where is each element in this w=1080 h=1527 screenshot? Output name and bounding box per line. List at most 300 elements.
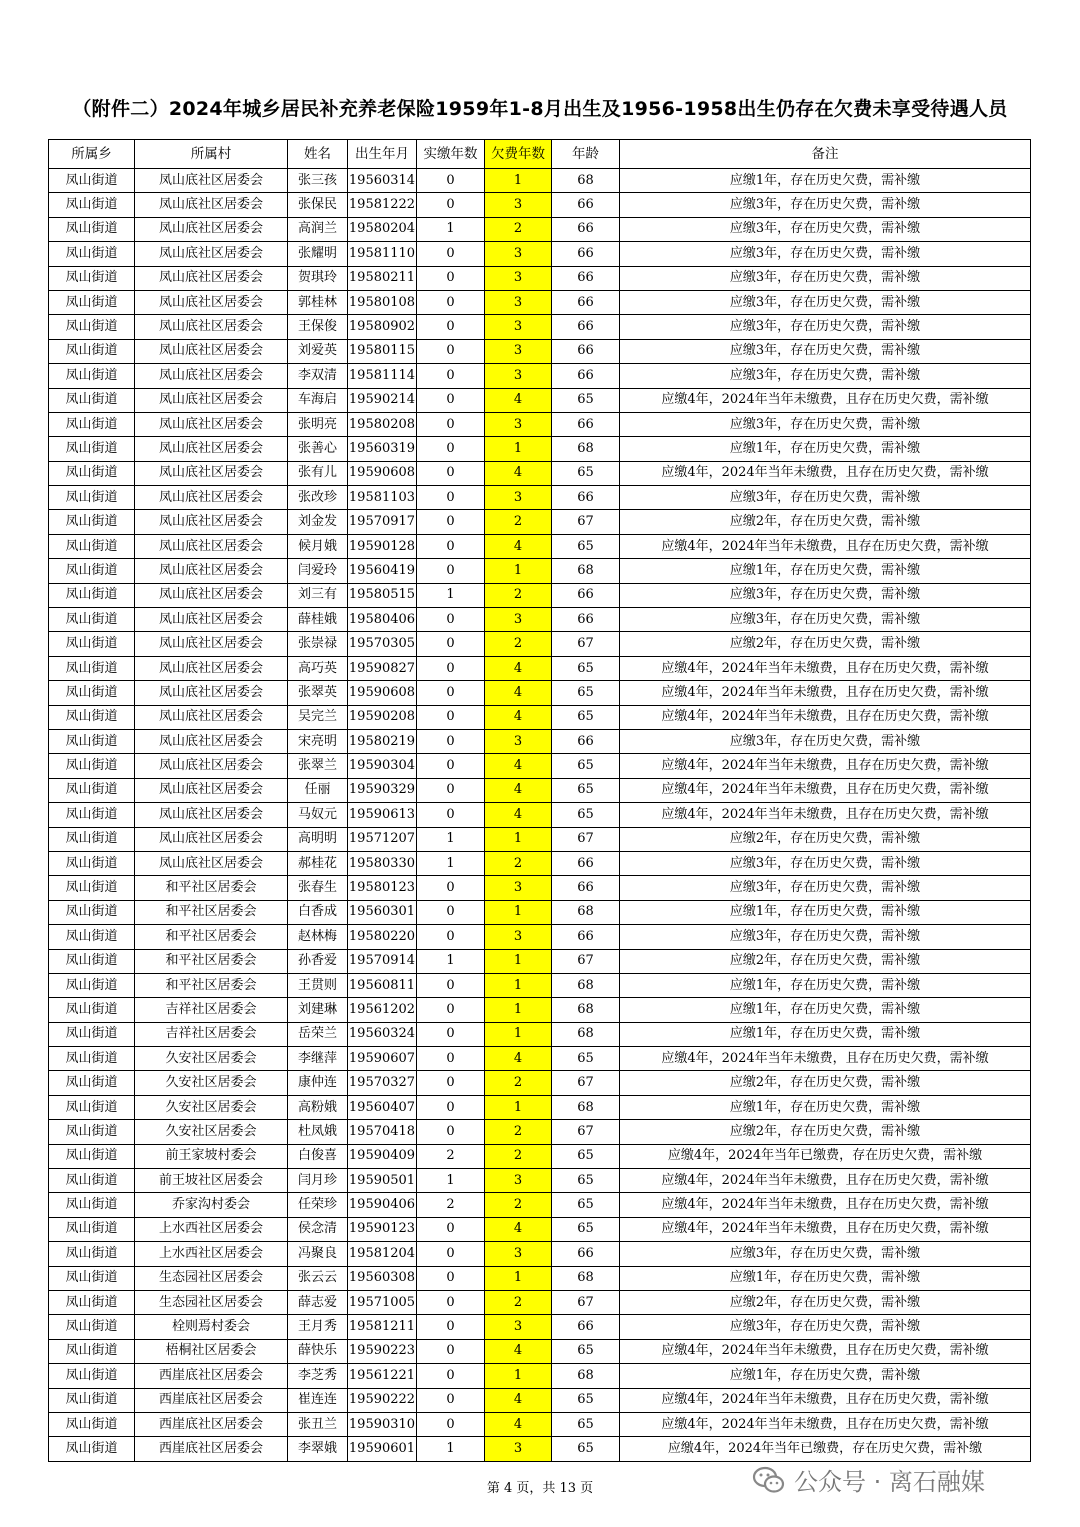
cell-birth-date: 19560301 bbox=[348, 900, 417, 924]
cell-birth-date: 19581110 bbox=[348, 242, 417, 266]
header-name: 姓名 bbox=[288, 140, 348, 169]
cell-birth-date: 19580123 bbox=[348, 876, 417, 900]
cell-remarks: 应缴4年，2024年当年未缴费，且存在历史欠费，需补缴 bbox=[620, 1193, 1031, 1217]
cell-age: 67 bbox=[552, 949, 620, 973]
cell-birth-date: 19590329 bbox=[348, 778, 417, 802]
cell-name: 张丑兰 bbox=[288, 1412, 348, 1436]
cell-remarks: 应缴1年，存在历史欠费，需补缴 bbox=[620, 169, 1031, 193]
cell-paid-years: 1 bbox=[417, 583, 485, 607]
cell-township: 凤山街道 bbox=[49, 1169, 135, 1193]
cell-remarks: 应缴3年，存在历史欠费，需补缴 bbox=[620, 876, 1031, 900]
cell-remarks: 应缴4年，2024年当年未缴费，且存在历史欠费，需补缴 bbox=[620, 754, 1031, 778]
cell-village: 西崖底社区居委会 bbox=[135, 1388, 288, 1412]
table-row bbox=[49, 778, 1031, 802]
cell-remarks: 应缴3年，存在历史欠费，需补缴 bbox=[620, 1315, 1031, 1339]
cell-name: 李双清 bbox=[288, 364, 348, 388]
header-birth-date: 出生年月 bbox=[348, 140, 417, 169]
table-row bbox=[49, 486, 1031, 510]
cell-birth-date: 19570305 bbox=[348, 632, 417, 656]
cell-township: 凤山街道 bbox=[49, 1047, 135, 1071]
cell-paid-years: 0 bbox=[417, 705, 485, 729]
cell-age: 66 bbox=[552, 339, 620, 363]
cell-village: 久安社区居委会 bbox=[135, 1047, 288, 1071]
cell-paid-years: 0 bbox=[417, 412, 485, 436]
cell-township: 凤山街道 bbox=[49, 510, 135, 534]
header-village: 所属村 bbox=[135, 140, 288, 169]
cell-paid-years: 1 bbox=[417, 827, 485, 851]
cell-owed-years: 3 bbox=[485, 364, 552, 388]
cell-township: 凤山街道 bbox=[49, 998, 135, 1022]
cell-age: 65 bbox=[552, 1437, 620, 1461]
table-row bbox=[49, 339, 1031, 363]
cell-township: 凤山街道 bbox=[49, 461, 135, 485]
cell-village: 乔家沟村委会 bbox=[135, 1193, 288, 1217]
cell-birth-date: 19590128 bbox=[348, 534, 417, 558]
cell-age: 68 bbox=[552, 1022, 620, 1046]
cell-owed-years: 3 bbox=[485, 925, 552, 949]
cell-remarks: 应缴1年，存在历史欠费，需补缴 bbox=[620, 1364, 1031, 1388]
cell-owed-years: 3 bbox=[485, 266, 552, 290]
cell-owed-years: 4 bbox=[485, 754, 552, 778]
cell-village: 凤山底社区居委会 bbox=[135, 290, 288, 314]
cell-owed-years: 2 bbox=[485, 583, 552, 607]
cell-paid-years: 1 bbox=[417, 1437, 485, 1461]
table-row bbox=[49, 169, 1031, 193]
cell-name: 刘建琳 bbox=[288, 998, 348, 1022]
cell-name: 薛快乐 bbox=[288, 1339, 348, 1363]
cell-paid-years: 0 bbox=[417, 534, 485, 558]
cell-remarks: 应缴4年，2024年当年未缴费，且存在历史欠费，需补缴 bbox=[620, 1169, 1031, 1193]
cell-age: 68 bbox=[552, 559, 620, 583]
cell-owed-years: 4 bbox=[485, 1217, 552, 1241]
cell-age: 66 bbox=[552, 364, 620, 388]
cell-birth-date: 19580219 bbox=[348, 729, 417, 753]
cell-birth-date: 19581211 bbox=[348, 1315, 417, 1339]
table-row bbox=[49, 803, 1031, 827]
table-row bbox=[49, 412, 1031, 436]
cell-owed-years: 4 bbox=[485, 803, 552, 827]
cell-birth-date: 19590208 bbox=[348, 705, 417, 729]
cell-village: 西崖底社区居委会 bbox=[135, 1364, 288, 1388]
cell-owed-years: 3 bbox=[485, 876, 552, 900]
table-row bbox=[49, 1047, 1031, 1071]
table-row bbox=[49, 1120, 1031, 1144]
cell-village: 凤山底社区居委会 bbox=[135, 705, 288, 729]
cell-age: 65 bbox=[552, 1047, 620, 1071]
cell-age: 66 bbox=[552, 217, 620, 241]
watermark-text: 公众号 · 离石融媒 bbox=[794, 1468, 985, 1496]
table-row bbox=[49, 876, 1031, 900]
cell-name: 薛桂娥 bbox=[288, 608, 348, 632]
cell-owed-years: 4 bbox=[485, 534, 552, 558]
cell-village: 凤山底社区居委会 bbox=[135, 339, 288, 363]
cell-township: 凤山街道 bbox=[49, 949, 135, 973]
cell-age: 66 bbox=[552, 242, 620, 266]
cell-age: 67 bbox=[552, 827, 620, 851]
cell-township: 凤山街道 bbox=[49, 1437, 135, 1461]
cell-township: 凤山街道 bbox=[49, 754, 135, 778]
cell-name: 王月秀 bbox=[288, 1315, 348, 1339]
cell-owed-years: 3 bbox=[485, 315, 552, 339]
cell-paid-years: 0 bbox=[417, 1242, 485, 1266]
cell-age: 66 bbox=[552, 1315, 620, 1339]
cell-remarks: 应缴4年，2024年当年未缴费，且存在历史欠费，需补缴 bbox=[620, 388, 1031, 412]
cell-village: 凤山底社区居委会 bbox=[135, 364, 288, 388]
cell-age: 65 bbox=[552, 1144, 620, 1168]
cell-remarks: 应缴3年，存在历史欠费，需补缴 bbox=[620, 412, 1031, 436]
cell-owed-years: 3 bbox=[485, 1315, 552, 1339]
cell-name: 白俊喜 bbox=[288, 1144, 348, 1168]
cell-township: 凤山街道 bbox=[49, 1144, 135, 1168]
cell-paid-years: 1 bbox=[417, 949, 485, 973]
cell-owed-years: 4 bbox=[485, 461, 552, 485]
table-row bbox=[49, 754, 1031, 778]
cell-name: 张翠兰 bbox=[288, 754, 348, 778]
cell-birth-date: 19571005 bbox=[348, 1290, 417, 1314]
cell-paid-years: 0 bbox=[417, 925, 485, 949]
cell-village: 生态园社区居委会 bbox=[135, 1290, 288, 1314]
cell-birth-date: 19590501 bbox=[348, 1169, 417, 1193]
cell-age: 66 bbox=[552, 290, 620, 314]
cell-paid-years: 1 bbox=[417, 1169, 485, 1193]
cell-remarks: 应缴1年，存在历史欠费，需补缴 bbox=[620, 900, 1031, 924]
cell-remarks: 应缴4年，2024年当年未缴费，且存在历史欠费，需补缴 bbox=[620, 803, 1031, 827]
cell-birth-date: 19560314 bbox=[348, 169, 417, 193]
cell-birth-date: 19570917 bbox=[348, 510, 417, 534]
cell-paid-years: 0 bbox=[417, 510, 485, 534]
cell-age: 66 bbox=[552, 583, 620, 607]
cell-age: 66 bbox=[552, 412, 620, 436]
cell-age: 65 bbox=[552, 754, 620, 778]
cell-age: 68 bbox=[552, 900, 620, 924]
cell-remarks: 应缴4年，2024年当年已缴费，存在历史欠费，需补缴 bbox=[620, 1437, 1031, 1461]
cell-remarks: 应缴2年，存在历史欠费，需补缴 bbox=[620, 1071, 1031, 1095]
cell-age: 65 bbox=[552, 803, 620, 827]
cell-township: 凤山街道 bbox=[49, 851, 135, 875]
cell-village: 上水西社区居委会 bbox=[135, 1242, 288, 1266]
cell-name: 李芝秀 bbox=[288, 1364, 348, 1388]
cell-birth-date: 19560319 bbox=[348, 437, 417, 461]
table-row bbox=[49, 1071, 1031, 1095]
table-row bbox=[49, 1266, 1031, 1290]
cell-birth-date: 19581114 bbox=[348, 364, 417, 388]
data-table bbox=[48, 139, 1031, 1462]
cell-owed-years: 1 bbox=[485, 1095, 552, 1119]
cell-village: 凤山底社区居委会 bbox=[135, 217, 288, 241]
cell-age: 65 bbox=[552, 534, 620, 558]
cell-owed-years: 3 bbox=[485, 412, 552, 436]
cell-township: 凤山街道 bbox=[49, 437, 135, 461]
cell-remarks: 应缴3年，存在历史欠费，需补缴 bbox=[620, 217, 1031, 241]
cell-remarks: 应缴2年，存在历史欠费，需补缴 bbox=[620, 949, 1031, 973]
table-row bbox=[49, 559, 1031, 583]
header-age: 年龄 bbox=[552, 140, 620, 169]
cell-village: 前王坡社区居委会 bbox=[135, 1169, 288, 1193]
cell-remarks: 应缴4年，2024年当年未缴费，且存在历史欠费，需补缴 bbox=[620, 1412, 1031, 1436]
cell-paid-years: 0 bbox=[417, 1217, 485, 1241]
cell-birth-date: 19580406 bbox=[348, 608, 417, 632]
cell-village: 凤山底社区居委会 bbox=[135, 608, 288, 632]
cell-name: 高粉娥 bbox=[288, 1095, 348, 1119]
table-row bbox=[49, 925, 1031, 949]
cell-township: 凤山街道 bbox=[49, 1364, 135, 1388]
cell-birth-date: 19581103 bbox=[348, 486, 417, 510]
cell-remarks: 应缴3年，存在历史欠费，需补缴 bbox=[620, 364, 1031, 388]
cell-remarks: 应缴3年，存在历史欠费，需补缴 bbox=[620, 925, 1031, 949]
cell-township: 凤山街道 bbox=[49, 583, 135, 607]
cell-township: 凤山街道 bbox=[49, 193, 135, 217]
cell-township: 凤山街道 bbox=[49, 1022, 135, 1046]
cell-birth-date: 19590607 bbox=[348, 1047, 417, 1071]
cell-birth-date: 19581204 bbox=[348, 1242, 417, 1266]
cell-paid-years: 0 bbox=[417, 266, 485, 290]
cell-village: 凤山底社区居委会 bbox=[135, 559, 288, 583]
cell-remarks: 应缴2年，存在历史欠费，需补缴 bbox=[620, 827, 1031, 851]
cell-village: 栓则焉村委会 bbox=[135, 1315, 288, 1339]
cell-remarks: 应缴4年，2024年当年未缴费，且存在历史欠费，需补缴 bbox=[620, 534, 1031, 558]
table-row bbox=[49, 290, 1031, 314]
cell-owed-years: 3 bbox=[485, 290, 552, 314]
cell-paid-years: 0 bbox=[417, 1266, 485, 1290]
cell-township: 凤山街道 bbox=[49, 290, 135, 314]
cell-village: 和平社区居委会 bbox=[135, 949, 288, 973]
table-row bbox=[49, 534, 1031, 558]
cell-township: 凤山街道 bbox=[49, 608, 135, 632]
cell-village: 和平社区居委会 bbox=[135, 925, 288, 949]
cell-owed-years: 1 bbox=[485, 1364, 552, 1388]
table-body bbox=[49, 169, 1031, 1462]
header-owed-years: 欠费年数 bbox=[485, 140, 552, 169]
cell-name: 张三孩 bbox=[288, 169, 348, 193]
cell-township: 凤山街道 bbox=[49, 266, 135, 290]
cell-village: 凤山底社区居委会 bbox=[135, 851, 288, 875]
cell-birth-date: 19590613 bbox=[348, 803, 417, 827]
cell-age: 66 bbox=[552, 851, 620, 875]
cell-village: 凤山底社区居委会 bbox=[135, 486, 288, 510]
cell-owed-years: 4 bbox=[485, 1047, 552, 1071]
cell-paid-years: 0 bbox=[417, 632, 485, 656]
cell-township: 凤山街道 bbox=[49, 388, 135, 412]
cell-village: 凤山底社区居委会 bbox=[135, 266, 288, 290]
table-row bbox=[49, 388, 1031, 412]
cell-age: 67 bbox=[552, 1120, 620, 1144]
table-row bbox=[49, 681, 1031, 705]
cell-name: 张善心 bbox=[288, 437, 348, 461]
page-title: （附件二）2024年城乡居民补充养老保险1959年1-8月出生及1956-1958出生仍存在欠费未享受待遇人员 bbox=[72, 98, 1008, 120]
cell-name: 张耀明 bbox=[288, 242, 348, 266]
cell-birth-date: 19570327 bbox=[348, 1071, 417, 1095]
cell-age: 67 bbox=[552, 632, 620, 656]
cell-township: 凤山街道 bbox=[49, 778, 135, 802]
cell-village: 久安社区居委会 bbox=[135, 1095, 288, 1119]
cell-remarks: 应缴1年，存在历史欠费，需补缴 bbox=[620, 1266, 1031, 1290]
table-row bbox=[49, 1193, 1031, 1217]
cell-name: 刘金发 bbox=[288, 510, 348, 534]
cell-name: 王保俊 bbox=[288, 315, 348, 339]
table-row bbox=[49, 583, 1031, 607]
cell-birth-date: 19580115 bbox=[348, 339, 417, 363]
table-row bbox=[49, 973, 1031, 997]
cell-birth-date: 19560811 bbox=[348, 973, 417, 997]
cell-owed-years: 4 bbox=[485, 681, 552, 705]
cell-township: 凤山街道 bbox=[49, 1095, 135, 1119]
table-row bbox=[49, 1290, 1031, 1314]
cell-owed-years: 2 bbox=[485, 1120, 552, 1144]
cell-age: 65 bbox=[552, 1339, 620, 1363]
cell-paid-years: 2 bbox=[417, 1144, 485, 1168]
table-row bbox=[49, 656, 1031, 680]
cell-age: 68 bbox=[552, 973, 620, 997]
cell-name: 郭桂林 bbox=[288, 290, 348, 314]
cell-paid-years: 0 bbox=[417, 1364, 485, 1388]
cell-paid-years: 0 bbox=[417, 1315, 485, 1339]
cell-owed-years: 1 bbox=[485, 169, 552, 193]
cell-name: 高巧英 bbox=[288, 656, 348, 680]
cell-township: 凤山街道 bbox=[49, 803, 135, 827]
cell-remarks: 应缴4年，2024年当年已缴费，存在历史欠费，需补缴 bbox=[620, 1144, 1031, 1168]
cell-name: 康仲连 bbox=[288, 1071, 348, 1095]
cell-village: 凤山底社区居委会 bbox=[135, 437, 288, 461]
cell-remarks: 应缴3年，存在历史欠费，需补缴 bbox=[620, 583, 1031, 607]
table-row bbox=[49, 1437, 1031, 1461]
cell-township: 凤山街道 bbox=[49, 973, 135, 997]
cell-paid-years: 0 bbox=[417, 973, 485, 997]
table-row bbox=[49, 1315, 1031, 1339]
cell-remarks: 应缴4年，2024年当年未缴费，且存在历史欠费，需补缴 bbox=[620, 1339, 1031, 1363]
cell-village: 久安社区居委会 bbox=[135, 1120, 288, 1144]
cell-remarks: 应缴3年，存在历史欠费，需补缴 bbox=[620, 266, 1031, 290]
cell-age: 65 bbox=[552, 705, 620, 729]
cell-village: 凤山底社区居委会 bbox=[135, 754, 288, 778]
cell-paid-years: 0 bbox=[417, 1290, 485, 1314]
cell-paid-years: 0 bbox=[417, 339, 485, 363]
cell-township: 凤山街道 bbox=[49, 1315, 135, 1339]
cell-birth-date: 19590123 bbox=[348, 1217, 417, 1241]
cell-name: 李翠娥 bbox=[288, 1437, 348, 1461]
table-row bbox=[49, 729, 1031, 753]
cell-village: 生态园社区居委会 bbox=[135, 1266, 288, 1290]
cell-birth-date: 19560419 bbox=[348, 559, 417, 583]
cell-age: 65 bbox=[552, 1217, 620, 1241]
cell-age: 65 bbox=[552, 681, 620, 705]
cell-name: 孙香爱 bbox=[288, 949, 348, 973]
cell-birth-date: 19580902 bbox=[348, 315, 417, 339]
cell-remarks: 应缴4年，2024年当年未缴费，且存在历史欠费，需补缴 bbox=[620, 705, 1031, 729]
cell-remarks: 应缴4年，2024年当年未缴费，且存在历史欠费，需补缴 bbox=[620, 1388, 1031, 1412]
table-row bbox=[49, 1412, 1031, 1436]
cell-paid-years: 0 bbox=[417, 559, 485, 583]
cell-paid-years: 0 bbox=[417, 900, 485, 924]
cell-township: 凤山街道 bbox=[49, 412, 135, 436]
cell-paid-years: 0 bbox=[417, 656, 485, 680]
cell-village: 凤山底社区居委会 bbox=[135, 681, 288, 705]
cell-paid-years: 0 bbox=[417, 681, 485, 705]
table-row bbox=[49, 315, 1031, 339]
table-row bbox=[49, 1095, 1031, 1119]
table-row bbox=[49, 437, 1031, 461]
cell-village: 凤山底社区居委会 bbox=[135, 193, 288, 217]
cell-paid-years: 0 bbox=[417, 169, 485, 193]
cell-paid-years: 0 bbox=[417, 388, 485, 412]
cell-owed-years: 2 bbox=[485, 1193, 552, 1217]
cell-paid-years: 0 bbox=[417, 876, 485, 900]
cell-owed-years: 3 bbox=[485, 1169, 552, 1193]
cell-remarks: 应缴1年，存在历史欠费，需补缴 bbox=[620, 1095, 1031, 1119]
cell-owed-years: 2 bbox=[485, 851, 552, 875]
table-row bbox=[49, 998, 1031, 1022]
cell-age: 65 bbox=[552, 656, 620, 680]
table-row bbox=[49, 1169, 1031, 1193]
cell-village: 凤山底社区居委会 bbox=[135, 729, 288, 753]
cell-name: 张翠英 bbox=[288, 681, 348, 705]
cell-age: 66 bbox=[552, 1242, 620, 1266]
cell-birth-date: 19590827 bbox=[348, 656, 417, 680]
cell-name: 王贯则 bbox=[288, 973, 348, 997]
cell-township: 凤山街道 bbox=[49, 705, 135, 729]
cell-name: 高润兰 bbox=[288, 217, 348, 241]
cell-village: 凤山底社区居委会 bbox=[135, 803, 288, 827]
cell-remarks: 应缴2年，存在历史欠费，需补缴 bbox=[620, 632, 1031, 656]
table-row bbox=[49, 217, 1031, 241]
cell-name: 张崇禄 bbox=[288, 632, 348, 656]
header-remarks: 备注 bbox=[620, 140, 1031, 169]
cell-village: 凤山底社区居委会 bbox=[135, 510, 288, 534]
table-row bbox=[49, 1388, 1031, 1412]
cell-remarks: 应缴3年，存在历史欠费，需补缴 bbox=[620, 290, 1031, 314]
cell-township: 凤山街道 bbox=[49, 1412, 135, 1436]
cell-township: 凤山街道 bbox=[49, 1290, 135, 1314]
cell-village: 凤山底社区居委会 bbox=[135, 827, 288, 851]
cell-paid-years: 2 bbox=[417, 1193, 485, 1217]
cell-paid-years: 1 bbox=[417, 217, 485, 241]
cell-owed-years: 1 bbox=[485, 998, 552, 1022]
table-row bbox=[49, 900, 1031, 924]
cell-name: 李继萍 bbox=[288, 1047, 348, 1071]
cell-remarks: 应缴1年，存在历史欠费，需补缴 bbox=[620, 559, 1031, 583]
cell-name: 侯念清 bbox=[288, 1217, 348, 1241]
cell-birth-date: 19570418 bbox=[348, 1120, 417, 1144]
cell-age: 68 bbox=[552, 1266, 620, 1290]
cell-age: 65 bbox=[552, 778, 620, 802]
cell-birth-date: 19570914 bbox=[348, 949, 417, 973]
cell-birth-date: 19590409 bbox=[348, 1144, 417, 1168]
cell-name: 张明亮 bbox=[288, 412, 348, 436]
wechat-icon bbox=[752, 1463, 786, 1497]
cell-age: 68 bbox=[552, 998, 620, 1022]
cell-township: 凤山街道 bbox=[49, 1266, 135, 1290]
cell-township: 凤山街道 bbox=[49, 632, 135, 656]
table-row bbox=[49, 632, 1031, 656]
cell-paid-years: 0 bbox=[417, 486, 485, 510]
cell-name: 闫月珍 bbox=[288, 1169, 348, 1193]
cell-age: 68 bbox=[552, 1095, 620, 1119]
table-row bbox=[49, 1217, 1031, 1241]
cell-birth-date: 19561202 bbox=[348, 998, 417, 1022]
cell-remarks: 应缴3年，存在历史欠费，需补缴 bbox=[620, 193, 1031, 217]
cell-name: 张春生 bbox=[288, 876, 348, 900]
cell-township: 凤山街道 bbox=[49, 1217, 135, 1241]
cell-remarks: 应缴4年，2024年当年未缴费，且存在历史欠费，需补缴 bbox=[620, 1217, 1031, 1241]
table-row bbox=[49, 949, 1031, 973]
cell-village: 前王家坡村委会 bbox=[135, 1144, 288, 1168]
cell-owed-years: 1 bbox=[485, 949, 552, 973]
table-row bbox=[49, 608, 1031, 632]
cell-paid-years: 0 bbox=[417, 778, 485, 802]
cell-birth-date: 19590223 bbox=[348, 1339, 417, 1363]
cell-name: 任荣珍 bbox=[288, 1193, 348, 1217]
cell-remarks: 应缴3年，存在历史欠费，需补缴 bbox=[620, 242, 1031, 266]
cell-name: 赵林梅 bbox=[288, 925, 348, 949]
